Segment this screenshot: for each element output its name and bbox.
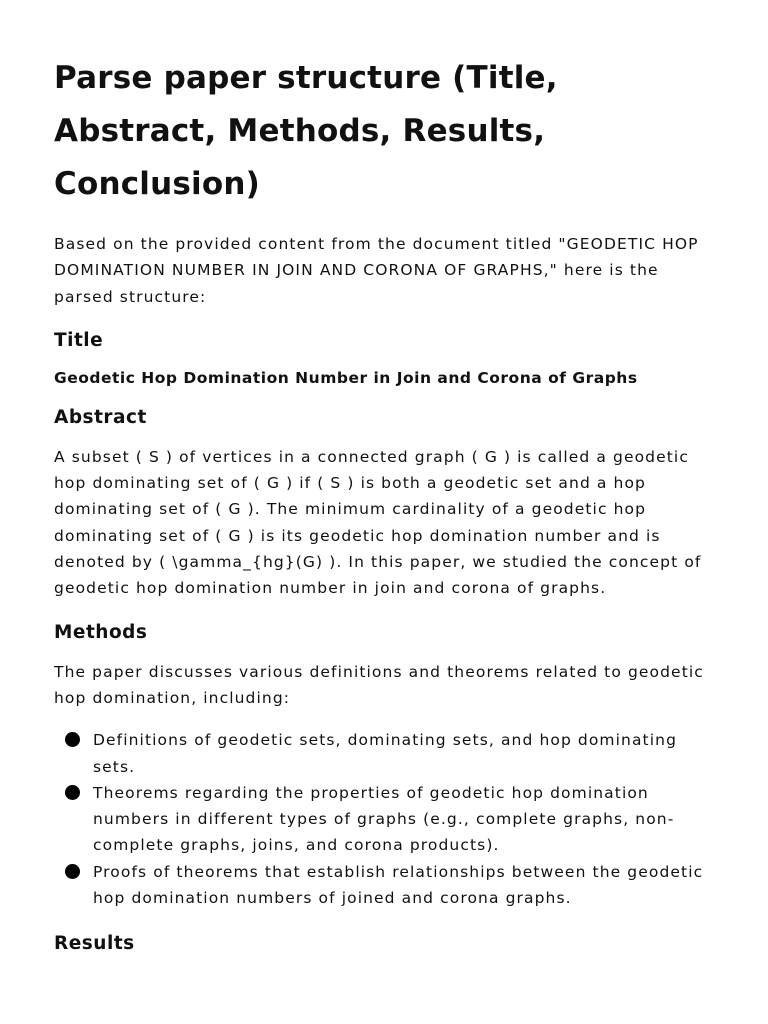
section-heading-abstract: Abstract	[54, 406, 147, 428]
section-heading-results: Results	[54, 933, 135, 955]
methods-bullet-list	[54, 727, 718, 911]
list-item	[54, 780, 718, 859]
section-heading-methods: Methods	[54, 621, 148, 643]
list-item	[54, 727, 718, 780]
intro-paragraph: Based on the provided content from the document titled "GEODETIC HOP DOMINATION NUMBER IN JOIN AND CORONA OF GRAPHS," here is the parsed structure:	[54, 235, 699, 306]
bullet-text: Theorems regarding the properties of geodetic hop domination numbers in different types of graphs (e.g., complete graphs, non-complete graphs, joins, and corona products).	[93, 783, 675, 855]
bullet-icon	[65, 864, 80, 879]
bullet-text: Proofs of theorems that establish relationships between the geodetic hop domination numbers of joined and corona graphs.	[93, 862, 704, 908]
abstract-paragraph: A subset ( S ) of vertices in a connected graph ( G ) is called a geodetic hop dominating set of ( G ) if ( S ) is both a geodetic set and a hop dominating set of ( G ). The minimum cardinality of a geodetic hop dominating set of ( G ) is its geodetic hop domination number and is denoted by ( \gamma_{hg}(G) ). In this paper, we studied the concept of geodetic hop domination number in join and corona of graphs.	[54, 447, 702, 598]
bullet-text: Definitions of geodetic sets, dominating sets, and hop dominating sets.	[93, 731, 678, 776]
bullet-icon	[65, 732, 80, 747]
paper-title: Geodetic Hop Domination Number in Join and Corona of Graphs	[54, 368, 638, 387]
bullet-icon	[65, 785, 80, 800]
page-title: Parse paper structure (Title, Abstract, Methods, Results, Conclusion)	[54, 60, 558, 202]
methods-intro-paragraph: The paper discusses various definitions and theorems related to geodetic hop domination, including:	[54, 662, 704, 707]
document-page	[54, 52, 718, 954]
section-heading-title: Title	[54, 329, 104, 351]
list-item	[54, 859, 718, 912]
